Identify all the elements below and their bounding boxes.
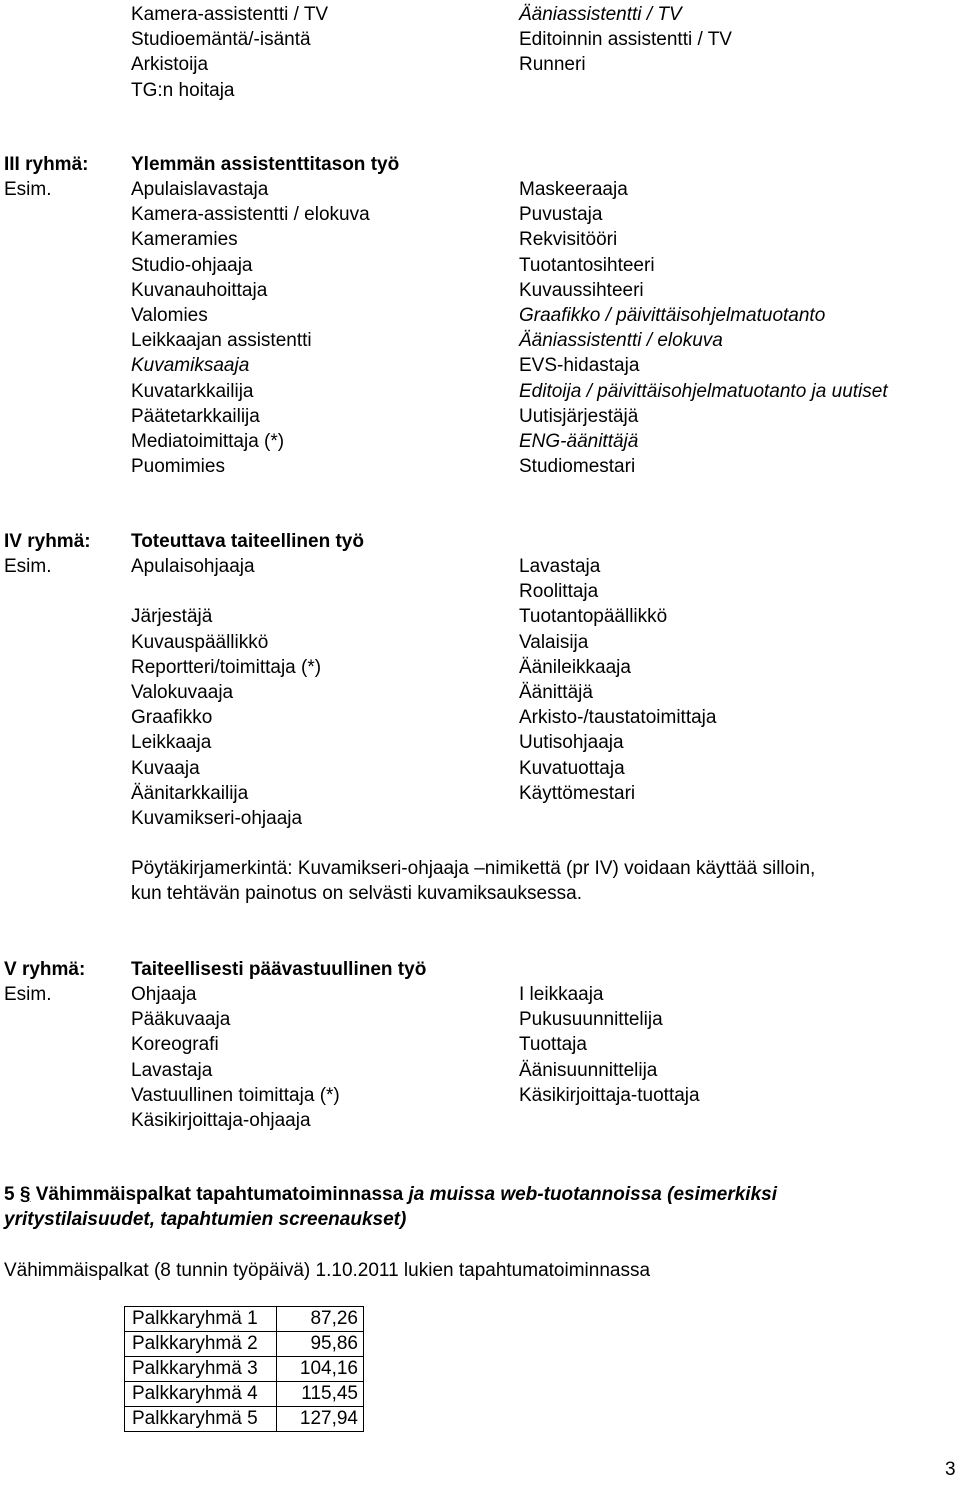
list-item: Kuvaussihteeri xyxy=(519,279,644,301)
group4-esim: Esim. xyxy=(4,556,52,577)
list-item: Puvustaja xyxy=(519,204,603,226)
table-row xyxy=(125,1357,364,1382)
pay-value-cell: 127,94 xyxy=(277,1407,364,1432)
group5-label: V ryhmä: xyxy=(4,959,86,980)
list-item: Tuotantopäällikkö xyxy=(519,606,668,628)
list-item xyxy=(131,579,321,604)
list-item: Uutisohjaaja xyxy=(519,732,624,754)
group5-esim: Esim. xyxy=(4,984,52,1005)
list-item: Graafikko / päivittäisohjelmatuotanto xyxy=(519,304,826,326)
list-item: Kuvaaja xyxy=(131,757,200,779)
list-item: Uutisjärjestäjä xyxy=(519,405,639,427)
pay-group-cell: Palkkaryhmä 3 xyxy=(125,1357,277,1382)
list-item: Äänisuunnittelija xyxy=(519,1059,658,1081)
list-item: Studioemäntä/-isäntä xyxy=(131,29,311,51)
list-item: TG:n hoitaja xyxy=(131,79,235,101)
list-item: Lavastaja xyxy=(519,556,601,577)
list-item: Kameramies xyxy=(131,229,238,251)
list-item: Editoija / päivittäisohjelmatuotanto ja uutiset xyxy=(519,380,888,402)
list-item: Runneri xyxy=(519,54,586,76)
list-item: Pukusuunnittelija xyxy=(519,1009,663,1031)
list-item: Graafikko xyxy=(131,707,213,729)
list-item: Valaisija xyxy=(519,631,589,653)
list-item: Kuvatuottaja xyxy=(519,757,625,779)
section5-title-bold: Vähimmäispalkat tapahtumatoiminnassa xyxy=(30,1184,409,1205)
list-item: Lavastaja xyxy=(131,1059,213,1081)
top-right-list xyxy=(519,2,732,78)
list-item: Ääniassistentti / TV xyxy=(519,4,682,25)
table-row xyxy=(125,1407,364,1432)
list-item: Kuvamikseri-ohjaaja xyxy=(131,807,303,829)
pay-group-cell: Palkkaryhmä 1 xyxy=(125,1307,277,1332)
list-item: Maskeeraaja xyxy=(519,179,628,200)
table-row xyxy=(125,1332,364,1357)
list-item: Studio-ohjaaja xyxy=(131,254,253,276)
group3-left-list xyxy=(131,177,370,479)
list-item: Äänittäjä xyxy=(519,681,593,703)
list-item: Käsikirjoittaja-tuottaja xyxy=(519,1084,700,1106)
list-item: Käsikirjoittaja-ohjaaja xyxy=(131,1109,311,1131)
group5-right-list xyxy=(519,982,700,1108)
list-item: ENG-äänittäjä xyxy=(519,430,639,452)
pay-group-cell: Palkkaryhmä 4 xyxy=(125,1382,277,1407)
list-item: Rekvisitööri xyxy=(519,229,618,251)
list-item: Kuvanauhoittaja xyxy=(131,279,268,301)
list-item: Studiomestari xyxy=(519,456,636,478)
group3-right-list xyxy=(519,177,888,479)
list-item: Koreografi xyxy=(131,1034,219,1056)
list-item: Pääkuvaaja xyxy=(131,1009,231,1031)
pay-value-cell: 87,26 xyxy=(277,1307,364,1332)
list-item: Kamera-assistentti / elokuva xyxy=(131,204,370,226)
group4-label: IV ryhmä: xyxy=(4,531,91,552)
section5-subtitle: Vähimmäispalkat (8 tunnin työpäivä) 1.10.2011 lukien tapahtumatoiminnassa xyxy=(4,1260,651,1281)
group5-title: Taiteellisesti päävastuullinen työ xyxy=(131,959,427,980)
list-item: Päätetarkkailija xyxy=(131,405,260,427)
list-item: Äänileikkaaja xyxy=(519,656,631,678)
list-item: Vastuullinen toimittaja (*) xyxy=(131,1084,340,1106)
list-item: Leikkaajan assistentti xyxy=(131,330,312,352)
pay-group-cell: Palkkaryhmä 5 xyxy=(125,1407,277,1432)
section-sign: § xyxy=(19,1184,31,1205)
table-row xyxy=(125,1307,364,1332)
group4-left-list xyxy=(131,554,321,831)
list-item: Leikkaaja xyxy=(131,732,212,754)
list-item: Apulaisohjaaja xyxy=(131,556,255,577)
list-item: Editoinnin assistentti / TV xyxy=(519,29,732,51)
pay-value-cell: 115,45 xyxy=(277,1382,364,1407)
list-item: Mediatoimittaja (*) xyxy=(131,430,285,452)
list-item: EVS-hidastaja xyxy=(519,355,640,377)
group4-title: Toteuttava taiteellinen työ xyxy=(131,531,364,552)
pay-value-cell: 95,86 xyxy=(277,1332,364,1357)
list-item: Tuotantosihteeri xyxy=(519,254,655,276)
group3-label: III ryhmä: xyxy=(4,154,89,175)
list-item: Kuvauspäällikkö xyxy=(131,631,269,653)
group5-left-list xyxy=(131,982,340,1133)
list-item: Tuottaja xyxy=(519,1034,587,1056)
list-item: Järjestäjä xyxy=(131,606,213,628)
list-item: Apulaislavastaja xyxy=(131,179,269,200)
group3-title: Ylemmän assistenttitason työ xyxy=(131,154,400,175)
list-item: Ohjaaja xyxy=(131,984,197,1005)
list-item: Arkistoija xyxy=(131,54,209,76)
list-item: Kuvamiksaaja xyxy=(131,355,250,377)
top-left-list xyxy=(131,2,328,103)
list-item: Valomies xyxy=(131,304,208,326)
list-item: Roolittaja xyxy=(519,581,599,603)
pay-value-cell: 104,16 xyxy=(277,1357,364,1382)
list-item: Arkisto-/taustatoimittaja xyxy=(519,707,717,729)
pay-table xyxy=(124,1306,364,1432)
pay-group-cell: Palkkaryhmä 2 xyxy=(125,1332,277,1357)
group4-note-line2: kun tehtävän painotus on selvästi kuvamiksauksessa. xyxy=(131,883,582,904)
table-row xyxy=(125,1382,364,1407)
list-item: Valokuvaaja xyxy=(131,681,234,703)
page-number: 3 xyxy=(945,1459,956,1480)
list-item: Kuvatarkkailija xyxy=(131,380,254,402)
section5-title-italic-1: ja muissa web-tuotannoissa (esimerkiksi xyxy=(408,1184,777,1205)
section5-number: 5 xyxy=(4,1184,15,1205)
group4-note-line1: Pöytäkirjamerkintä: Kuvamikseri-ohjaaja –nimikettä (pr IV) voidaan käyttää silloin, xyxy=(131,858,816,879)
list-item: Käyttömestari xyxy=(519,782,636,804)
list-item: Äänitarkkailija xyxy=(131,782,249,804)
list-item: Reportteri/toimittaja (*) xyxy=(131,656,322,678)
list-item: I leikkaaja xyxy=(519,984,604,1005)
list-item: Puomimies xyxy=(131,456,225,478)
section5-title-italic-2: yritystilaisuudet, tapahtumien screenaukset) xyxy=(4,1209,407,1230)
list-item: Ääniassistentti / elokuva xyxy=(519,330,723,352)
section5-heading xyxy=(4,1182,777,1207)
group3-esim: Esim. xyxy=(4,179,52,200)
group4-right-list xyxy=(519,554,716,806)
list-item: Kamera-assistentti / TV xyxy=(131,4,329,25)
